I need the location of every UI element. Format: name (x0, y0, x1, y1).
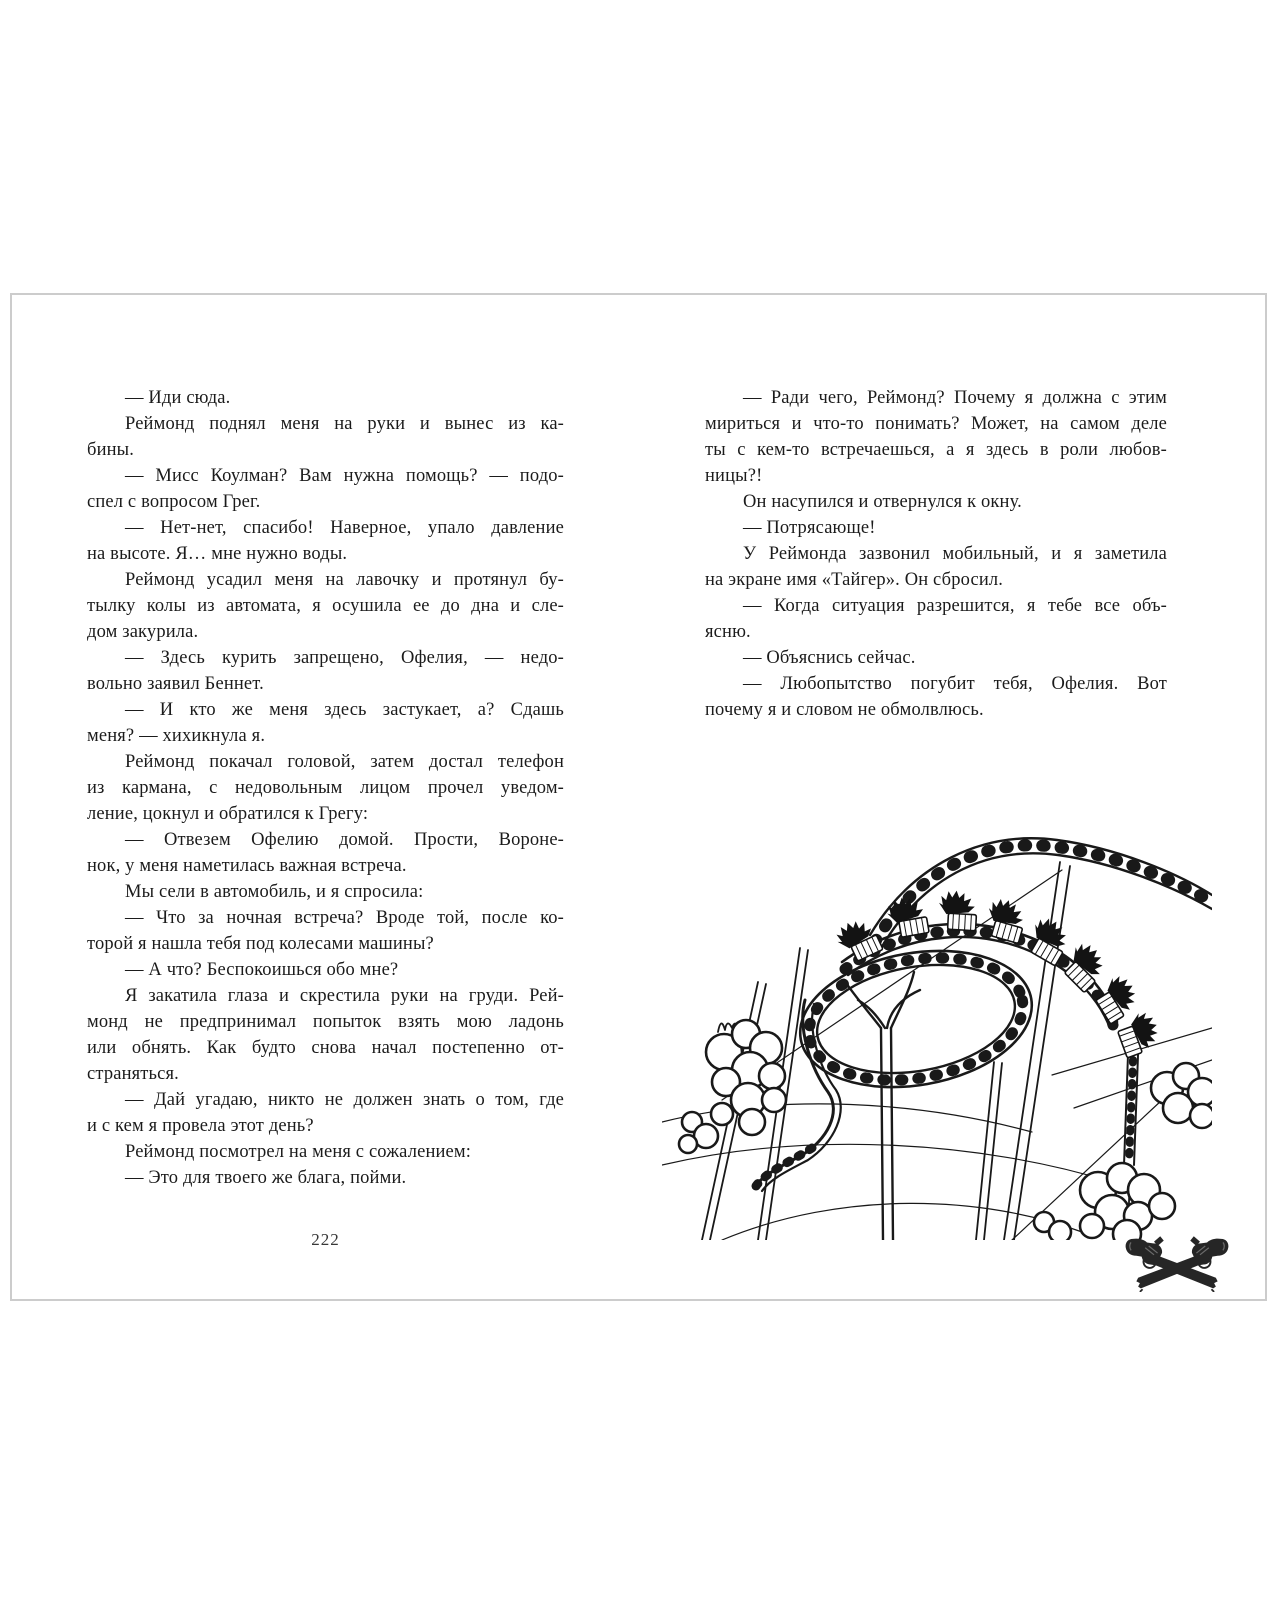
paragraph (705, 593, 1167, 645)
text-line: — Нет-нет, спасибо! Наверное, упало давление (125, 518, 564, 538)
paragraph (87, 1087, 564, 1139)
loop-track (789, 934, 1042, 1105)
text-line: меня? — хихикнула я. (87, 726, 266, 746)
text-line: Реймонд поднял меня на руки и вынес из ка- (125, 414, 564, 434)
text-line: спел с вопросом Грег. (87, 492, 261, 512)
text-line: торой я нашла тебя под колесами машины? (87, 934, 434, 954)
paragraph (705, 489, 1167, 515)
text-line: мириться и что-то понимать? Может, на самом деле (705, 414, 1167, 434)
paragraph (87, 983, 564, 1087)
text-line: вольно заявил Беннет. (87, 674, 264, 694)
text-line: — Мисс Коулман? Вам нужна помощь? — подо- (125, 466, 564, 486)
text-line: — А что? Беспокоишься обо мне? (125, 960, 399, 980)
right-page-text (705, 385, 1167, 723)
paragraph (87, 879, 564, 905)
left-page-text (87, 385, 564, 1191)
paragraph (87, 827, 564, 879)
text-line: ницы?! (705, 466, 763, 486)
paragraph (87, 905, 564, 957)
text-line: на высоте. Я… мне нужно воды. (87, 544, 348, 564)
paragraph (87, 645, 564, 697)
text-line: У Реймонда зазвонил мобильный, и я заметила (743, 544, 1167, 564)
left-page (12, 295, 640, 1299)
paragraph (705, 645, 1167, 671)
paragraph (87, 463, 564, 515)
text-line: и с кем я провела этот день? (87, 1116, 314, 1136)
text-line: тылку колы из автомата, я осушила ее до дна и сле- (87, 596, 564, 616)
text-line: Мы сели в автомобиль, и я спросила: (125, 882, 424, 902)
roller-coaster-illustration (662, 770, 1212, 1240)
text-line: Реймонд посмотрел на меня с сожалением: (125, 1142, 472, 1162)
text-line: ясню. (705, 622, 751, 642)
text-line: — И кто же меня здесь застукает, а? Сдашь (125, 700, 564, 720)
text-line: Реймонд усадил меня на лавочку и протянул бу- (125, 570, 564, 590)
page-number: 222 (311, 1230, 340, 1249)
right-page (640, 295, 1269, 1299)
text-line: — Потрясающе! (743, 518, 876, 538)
paragraph (87, 567, 564, 645)
text-line: на экране имя «Тайгер». Он сбросил. (705, 570, 1004, 590)
paragraph (87, 411, 564, 463)
text-line: Реймонд покачал головой, затем достал телефон (125, 752, 564, 772)
text-line: — Объяснись сейчас. (743, 648, 916, 668)
book-spread-frame (10, 293, 1267, 1301)
text-line: — Что за ночная встреча? Вроде той, после ко- (125, 908, 564, 928)
paragraph (87, 1165, 564, 1191)
paragraph (705, 515, 1167, 541)
text-line: Я закатила глаза и скрестила руки на груди. Рей- (125, 986, 564, 1006)
text-line: ты с кем-то встречаешься, а я здесь в роли любов- (705, 440, 1167, 460)
paragraph (705, 671, 1167, 723)
text-line: бины. (87, 440, 135, 460)
paragraph (705, 541, 1167, 593)
text-line: страняться. (87, 1064, 179, 1084)
text-line: Он насупился и отвернулся к окну. (743, 492, 1022, 512)
text-line: — Любопытство погубит тебя, Офелия. Вот (743, 674, 1167, 694)
text-line: — Ради чего, Реймонд? Почему я должна с этим (743, 388, 1167, 408)
paragraph (87, 515, 564, 567)
text-line: — Когда ситуация разрешится, я тебе все объ- (743, 596, 1167, 616)
text-line: — Это для твоего же блага, пойми. (125, 1168, 407, 1188)
paragraph (87, 749, 564, 827)
paragraph (87, 957, 564, 983)
crossed-pistols-ornament (1124, 1230, 1230, 1292)
text-line: почему я и словом не обмолвлюсь. (705, 700, 984, 720)
text-line: — Здесь курить запрещено, Офелия, — недо- (125, 648, 564, 668)
text-line: — Иди сюда. (125, 388, 231, 408)
text-line: или обнять. Как будто снова начал постепенно от- (87, 1038, 564, 1058)
tree-support (844, 972, 920, 1240)
paragraph (87, 385, 564, 411)
text-line: — Дай угадаю, никто не должен знать о том, где (125, 1090, 564, 1110)
text-line: ление, цокнул и обратился к Грегу: (87, 804, 369, 824)
paragraph (87, 697, 564, 749)
paragraph (705, 385, 1167, 489)
text-line: дом закурила. (87, 622, 199, 642)
paragraph (87, 1139, 564, 1165)
text-line: монд не предпринимал попыток взять мою ладонь (87, 1012, 564, 1032)
text-line: из кармана, с недовольным лицом прочел уведом- (87, 778, 564, 798)
text-line: — Отвезем Офелию домой. Прости, Вороне- (125, 830, 564, 850)
text-line: нок, у меня наметилась важная встреча. (87, 856, 407, 876)
